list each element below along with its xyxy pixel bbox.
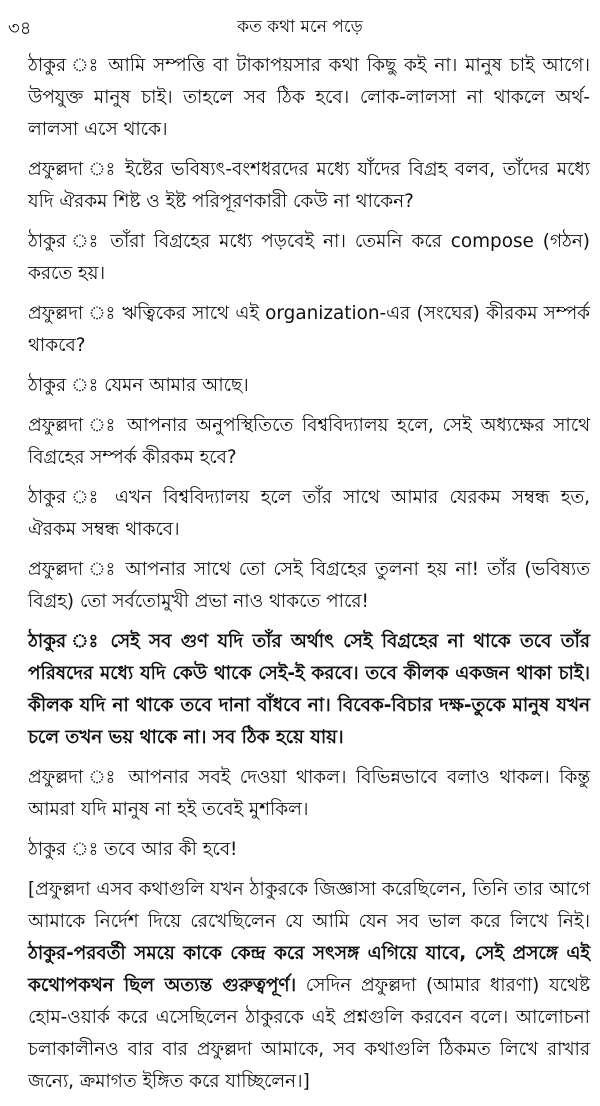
page-number: ৩৪ (8, 18, 32, 39)
dialogue-paragraph: ঠাকুর ঃ যেমন আমার আছে। (28, 375, 249, 396)
dialogue-paragraph-bold: ঠাকুর ঃ সেই সব গুণ যদি তাঁর অর্থাৎ সেই বিগ্রহের না থাকে তবে তাঁর পরিষদের মধ্যে যদি কেউ থাকে সেই-ই করবে। তবে কীলক একজন থাকা চাই। কীলক যদি না থাকে তবে দানা বাঁধবে না। বিবেক-বিচার দক্ষ-তুকে মানুষ যখন চলে তখন ভয় থাকে না। সব ঠিক হয়ে যায়। (28, 631, 590, 748)
running-title: কত কথা মনে পড়ে (237, 17, 363, 37)
note-emphasis: ঠাকুর-পরবর্তী সময়ে কাকে কেন্দ্র করে সৎসঙ্গ এগিয়ে যাবে, সেই প্রসঙ্গে এই কথোপকথন ছিল অত্যন্ত গুরুত্বপূর্ণ। (28, 943, 590, 996)
page-header (0, 14, 600, 38)
dialogue-paragraph: ঠাকুর ঃ এখন বিশ্ববিদ্যালয় হলে তাঁর সাথে আমার যেরকম সম্বন্ধ হত, ঐরকম সম্বন্ধ থাকবে। (28, 487, 590, 540)
dialogue-paragraph: ঠাকুর ঃ তাঁরা বিগ্রহের মধ্যে পড়বেই না। তেমনি করে compose (গঠন) করতে হয়। (28, 231, 590, 284)
dialogue-paragraph: প্রফুল্লদা ঃ আপনার অনুপস্থিতিতে বিশ্ববিদ্যালয় হলে, সেই অধ্যক্ষের সাথে বিগ্রহের সম্পর্ক কীরকম হবে? (28, 415, 590, 468)
dialogue-paragraph: প্রফুল্লদা ঃ ঋত্বিকের সাথে এই organization-এর (সংঘের) কীরকম সম্পর্ক থাকবে? (28, 303, 590, 356)
dialogue-paragraph: ঠাকুর ঃ আমি সম্পত্তি বা টাকাপয়সার কথা কিছু কই না। মানুষ চাই আগে। উপযুক্ত মানুষ চাই। তাহলে সব ঠিক হবে। লোক-লালসা না থাকলে অর্থ-লালসা এসে থাকে। (28, 55, 590, 140)
note-text: [প্রফুল্লদা এসব কথাগুলি যখন ঠাকুরকে জিজ্ঞাসা করেছিলেন, তিনি তার আগে আমাকে নির্দেশ দিয়ে রেখেছিলেন যে আমি যেন সব ভাল করে লিখে নিই। (28, 879, 590, 932)
dialogue-paragraph: প্রফুল্লদা ঃ ইষ্টের ভবিষ্যৎ-বংশধরদের মধ্যে যাঁদের বিগ্রহ বলব, তাঁদের মধ্যে যদি ঐরকম শিষ্ট ও ইষ্ট পরিপূরণকারী কেউ না থাকেন? (28, 159, 590, 212)
dialogue-paragraph: ঠাকুর ঃ তবে আর কী হবে! (28, 839, 238, 860)
page-body (28, 50, 590, 1106)
author-note (28, 874, 590, 1098)
dialogue-paragraph: প্রফুল্লদা ঃ আপনার সবই দেওয়া থাকল। বিভিন্নভাবে বলাও থাকল। কিন্তু আমরা যদি মানুষ না হই তবেই মুশকিল। (28, 767, 590, 820)
note-text: সেদিন প্রফুল্লদা (আমার ধারণা) যথেষ্ট হোম-ওয়ার্ক করে এসেছিলেন ঠাকুরকে এই প্রশ্নগুলি করবেন বলে। আলোচনা চলাকালীনও বার বার প্রফুল্লদা আমাকে, সব কথাগুলি ঠিকমত লিখে রাখার জন্যে, ক্রমাগত ইঙ্গিত করে যাচ্ছিলেন।] (28, 975, 590, 1092)
dialogue-paragraph: প্রফুল্লদা ঃ আপনার সাথে তো সেই বিগ্রহের তুলনা হয় না! তাঁর (ভবিষ্যত বিগ্রহ) তো সর্বতোমুখী প্রভা নাও থাকতে পারে! (28, 559, 590, 612)
